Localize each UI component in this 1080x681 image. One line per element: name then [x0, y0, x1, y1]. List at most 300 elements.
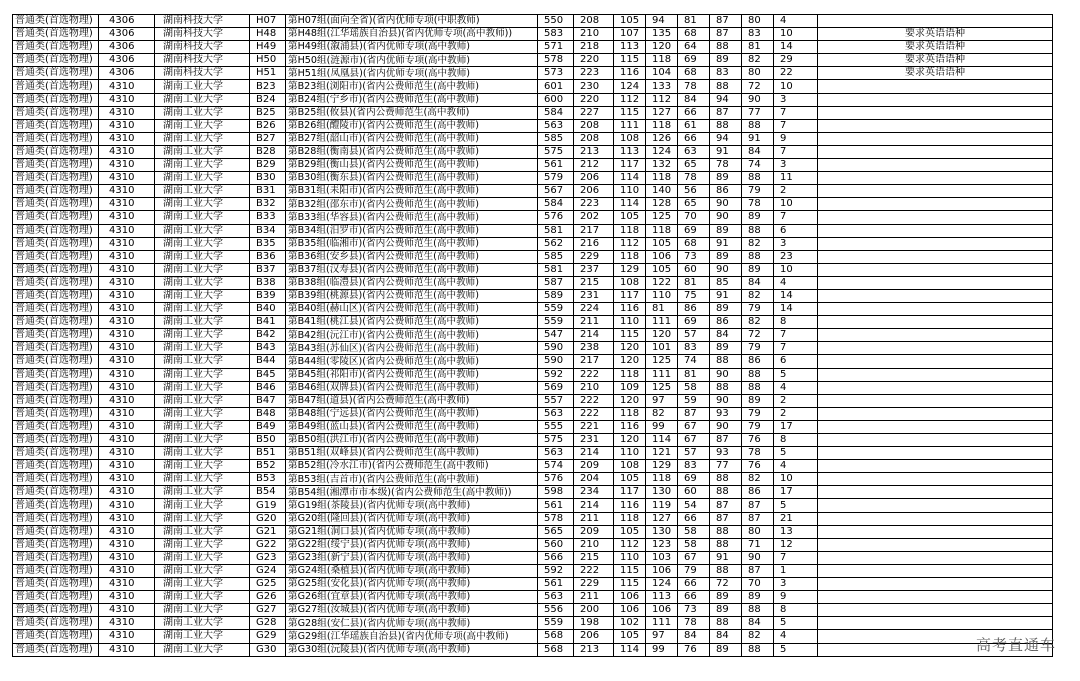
cell-score-a: 223 — [574, 198, 614, 211]
cell-school-name: 湖南工业大学 — [155, 564, 250, 577]
cell-score-f: 82 — [742, 316, 774, 329]
cell-group-code: G26 — [250, 591, 286, 604]
cell-score-b: 108 — [614, 460, 646, 473]
cell-score-b: 108 — [614, 132, 646, 145]
cell-group-name: 第G21组(洞口县)(省内优师专项(高中教师) — [286, 525, 538, 538]
cell-school-name: 湖南工业大学 — [155, 185, 250, 198]
cell-score-f: 84 — [742, 145, 774, 158]
cell-score-e: 94 — [710, 93, 742, 106]
cell-category: 普通类(首选物理) — [13, 617, 99, 630]
cell-score-d: 57 — [678, 447, 710, 460]
cell-score-f: 87 — [742, 564, 774, 577]
cell-group-code: B28 — [250, 145, 286, 158]
cell-score-e: 89 — [710, 303, 742, 316]
cell-group-code: B38 — [250, 276, 286, 289]
cell-school-name: 湖南工业大学 — [155, 263, 250, 276]
cell-score-e: 87 — [710, 28, 742, 41]
cell-total-score: 569 — [538, 381, 574, 394]
cell-remark — [818, 525, 1053, 538]
cell-remark — [818, 420, 1053, 433]
cell-group-code: G19 — [250, 499, 286, 512]
cell-remark — [818, 198, 1053, 211]
cell-score-c: 128 — [646, 198, 678, 211]
cell-school-name: 湖南科技大学 — [155, 28, 250, 41]
cell-rank-count: 6 — [774, 224, 818, 237]
cell-score-d: 78 — [678, 80, 710, 93]
cell-school-code: 4310 — [99, 237, 155, 250]
cell-group-code: B48 — [250, 407, 286, 420]
cell-score-a: 211 — [574, 512, 614, 525]
cell-school-name: 湖南工业大学 — [155, 604, 250, 617]
cell-score-a: 222 — [574, 564, 614, 577]
cell-score-b: 120 — [614, 434, 646, 447]
cell-rank-count: 4 — [774, 276, 818, 289]
cell-group-name: 第G28组(安仁县)(省内优师专项(高中教师) — [286, 617, 538, 630]
cell-group-code: B50 — [250, 434, 286, 447]
cell-group-code: B26 — [250, 119, 286, 132]
cell-score-d: 86 — [678, 303, 710, 316]
cell-score-f: 91 — [742, 132, 774, 145]
cell-score-f: 82 — [742, 237, 774, 250]
cell-group-name: 第B25组(攸县)(省内公费师范生(高中教师) — [286, 106, 538, 119]
table-row — [13, 119, 1053, 132]
cell-score-e: 88 — [710, 525, 742, 538]
cell-school-name: 湖南工业大学 — [155, 525, 250, 538]
cell-score-a: 208 — [574, 15, 614, 28]
cell-score-b: 116 — [614, 67, 646, 80]
cell-score-a: 216 — [574, 237, 614, 250]
cell-school-name: 湖南工业大学 — [155, 460, 250, 473]
cell-score-d: 76 — [678, 643, 710, 656]
cell-school-code: 4310 — [99, 381, 155, 394]
cell-score-f: 90 — [742, 551, 774, 564]
watermark-text: 高考直通车 — [975, 636, 1056, 654]
cell-category: 普通类(首选物理) — [13, 198, 99, 211]
cell-score-a: 210 — [574, 538, 614, 551]
cell-rank-count: 10 — [774, 473, 818, 486]
cell-score-c: 118 — [646, 473, 678, 486]
cell-score-e: 85 — [710, 276, 742, 289]
cell-school-code: 4306 — [99, 28, 155, 41]
cell-remark — [818, 551, 1053, 564]
cell-score-f: 89 — [742, 211, 774, 224]
cell-rank-count: 2 — [774, 407, 818, 420]
cell-group-code: B52 — [250, 460, 286, 473]
cell-rank-count: 23 — [774, 250, 818, 263]
cell-score-e: 89 — [710, 224, 742, 237]
cell-score-c: 127 — [646, 106, 678, 119]
cell-school-name: 湖南科技大学 — [155, 54, 250, 67]
cell-score-b: 110 — [614, 185, 646, 198]
cell-group-name: 第G24组(桑植县)(省内优师专项(高中教师) — [286, 564, 538, 577]
cell-group-name: 第H07组(面向全省)(省内优师专项(中职教师) — [286, 15, 538, 28]
cell-category: 普通类(首选物理) — [13, 499, 99, 512]
cell-score-e: 90 — [710, 198, 742, 211]
cell-score-f: 89 — [742, 591, 774, 604]
cell-total-score: 560 — [538, 538, 574, 551]
cell-group-name: 第G25组(安化县)(省内优师专项(高中教师) — [286, 578, 538, 591]
cell-group-code: B41 — [250, 316, 286, 329]
cell-school-name: 湖南工业大学 — [155, 316, 250, 329]
cell-remark — [818, 368, 1053, 381]
cell-group-name: 第H50组(涟源市)(省内优师专项(高中教师) — [286, 54, 538, 67]
cell-school-code: 4310 — [99, 263, 155, 276]
cell-score-d: 69 — [678, 473, 710, 486]
cell-score-e: 91 — [710, 145, 742, 158]
cell-score-c: 105 — [646, 263, 678, 276]
cell-score-c: 101 — [646, 342, 678, 355]
cell-school-name: 湖南工业大学 — [155, 447, 250, 460]
cell-total-score: 600 — [538, 93, 574, 106]
cell-score-e: 91 — [710, 237, 742, 250]
cell-school-code: 4310 — [99, 407, 155, 420]
cell-school-code: 4310 — [99, 211, 155, 224]
cell-group-name: 第B54组(湘潭市市本级)(省内公费师范生(高中教师)) — [286, 486, 538, 499]
cell-score-c: 97 — [646, 394, 678, 407]
cell-rank-count: 7 — [774, 211, 818, 224]
cell-score-d: 58 — [678, 525, 710, 538]
cell-remark — [818, 512, 1053, 525]
cell-score-d: 66 — [678, 512, 710, 525]
cell-rank-count: 5 — [774, 617, 818, 630]
cell-remark — [818, 237, 1053, 250]
cell-total-score: 568 — [538, 630, 574, 643]
cell-school-name: 湖南工业大学 — [155, 237, 250, 250]
cell-remark — [818, 303, 1053, 316]
cell-category: 普通类(首选物理) — [13, 578, 99, 591]
cell-score-f: 82 — [742, 630, 774, 643]
cell-score-a: 208 — [574, 119, 614, 132]
table-row — [13, 591, 1053, 604]
cell-group-name: 第B51组(双峰县)(省内公费师范生(高中教师) — [286, 447, 538, 460]
cell-score-c: 99 — [646, 420, 678, 433]
cell-group-code: G22 — [250, 538, 286, 551]
cell-remark — [818, 316, 1053, 329]
cell-school-name: 湖南工业大学 — [155, 538, 250, 551]
cell-category: 普通类(首选物理) — [13, 250, 99, 263]
cell-remark — [818, 119, 1053, 132]
cell-group-code: B31 — [250, 185, 286, 198]
cell-rank-count: 7 — [774, 329, 818, 342]
cell-score-f: 82 — [742, 473, 774, 486]
cell-category: 普通类(首选物理) — [13, 15, 99, 28]
cell-school-code: 4310 — [99, 329, 155, 342]
cell-score-e: 88 — [710, 355, 742, 368]
table-row — [13, 250, 1053, 263]
cell-score-a: 211 — [574, 591, 614, 604]
cell-group-name: 第B44组(零陵区)(省内公费师范生(高中教师) — [286, 355, 538, 368]
cell-score-a: 222 — [574, 394, 614, 407]
cell-group-code: B45 — [250, 368, 286, 381]
cell-school-name: 湖南工业大学 — [155, 381, 250, 394]
cell-rank-count: 13 — [774, 525, 818, 538]
cell-school-name: 湖南工业大学 — [155, 617, 250, 630]
cell-score-d: 66 — [678, 106, 710, 119]
cell-school-code: 4310 — [99, 224, 155, 237]
cell-score-b: 118 — [614, 224, 646, 237]
cell-school-name: 湖南工业大学 — [155, 106, 250, 119]
cell-group-name: 第B32组(邵东市)(省内公费师范生(高中教师) — [286, 198, 538, 211]
table-row — [13, 159, 1053, 172]
cell-total-score: 559 — [538, 617, 574, 630]
cell-remark — [818, 617, 1053, 630]
cell-group-name: 第B47组(道县)(省内公费师范生(高中教师) — [286, 394, 538, 407]
cell-score-e: 87 — [710, 106, 742, 119]
cell-category: 普通类(首选物理) — [13, 342, 99, 355]
cell-total-score: 601 — [538, 80, 574, 93]
cell-school-code: 4310 — [99, 250, 155, 263]
cell-category: 普通类(首选物理) — [13, 525, 99, 538]
cell-score-f: 82 — [742, 54, 774, 67]
cell-total-score: 592 — [538, 564, 574, 577]
table-row — [13, 460, 1053, 473]
cell-score-e: 89 — [710, 643, 742, 656]
cell-score-c: 130 — [646, 525, 678, 538]
cell-total-score: 581 — [538, 263, 574, 276]
cell-score-f: 83 — [742, 28, 774, 41]
cell-score-b: 112 — [614, 93, 646, 106]
cell-rank-count: 7 — [774, 145, 818, 158]
cell-score-f: 78 — [742, 447, 774, 460]
cell-score-d: 75 — [678, 289, 710, 302]
cell-category: 普通类(首选物理) — [13, 368, 99, 381]
cell-rank-count: 2 — [774, 394, 818, 407]
cell-score-d: 65 — [678, 198, 710, 211]
cell-total-score: 561 — [538, 499, 574, 512]
cell-rank-count: 4 — [774, 460, 818, 473]
cell-score-a: 208 — [574, 132, 614, 145]
cell-score-c: 94 — [646, 15, 678, 28]
cell-score-f: 80 — [742, 67, 774, 80]
cell-score-f: 79 — [742, 185, 774, 198]
cell-school-name: 湖南工业大学 — [155, 486, 250, 499]
cell-school-name: 湖南工业大学 — [155, 434, 250, 447]
cell-score-c: 114 — [646, 434, 678, 447]
cell-score-f: 76 — [742, 460, 774, 473]
cell-score-c: 113 — [646, 591, 678, 604]
cell-school-code: 4306 — [99, 54, 155, 67]
cell-group-name: 第B34组(汨罗市)(省内公费师范生(高中教师) — [286, 224, 538, 237]
cell-score-b: 116 — [614, 303, 646, 316]
cell-rank-count: 29 — [774, 54, 818, 67]
cell-rank-count: 2 — [774, 185, 818, 198]
cell-category: 普通类(首选物理) — [13, 604, 99, 617]
cell-school-name: 湖南工业大学 — [155, 172, 250, 185]
cell-school-code: 4310 — [99, 355, 155, 368]
cell-category: 普通类(首选物理) — [13, 132, 99, 145]
cell-group-code: B42 — [250, 329, 286, 342]
cell-score-d: 68 — [678, 237, 710, 250]
cell-score-c: 125 — [646, 211, 678, 224]
cell-group-name: 第B31组(耒阳市)(省内公费师范生(高中教师) — [286, 185, 538, 198]
cell-score-f: 88 — [742, 381, 774, 394]
cell-score-b: 102 — [614, 617, 646, 630]
cell-rank-count: 7 — [774, 551, 818, 564]
cell-score-b: 118 — [614, 407, 646, 420]
cell-remark — [818, 434, 1053, 447]
cell-school-code: 4310 — [99, 119, 155, 132]
cell-score-f: 72 — [742, 329, 774, 342]
table-row — [13, 381, 1053, 394]
cell-score-b: 115 — [614, 54, 646, 67]
cell-school-code: 4310 — [99, 434, 155, 447]
cell-score-a: 213 — [574, 145, 614, 158]
cell-group-name: 第G29组(江华瑶族自治县)(省内优师专项(高中教师) — [286, 630, 538, 643]
cell-score-d: 70 — [678, 211, 710, 224]
cell-score-e: 83 — [710, 67, 742, 80]
cell-score-c: 99 — [646, 643, 678, 656]
cell-score-e: 87 — [710, 499, 742, 512]
cell-group-code: B30 — [250, 172, 286, 185]
cell-group-code: B53 — [250, 473, 286, 486]
cell-rank-count: 8 — [774, 434, 818, 447]
cell-remark — [818, 276, 1053, 289]
cell-score-f: 89 — [742, 263, 774, 276]
cell-remark — [818, 145, 1053, 158]
cell-score-b: 110 — [614, 447, 646, 460]
cell-school-code: 4310 — [99, 447, 155, 460]
cell-score-e: 88 — [710, 381, 742, 394]
cell-total-score: 590 — [538, 342, 574, 355]
cell-school-code: 4310 — [99, 80, 155, 93]
cell-score-f: 71 — [742, 538, 774, 551]
cell-total-score: 559 — [538, 316, 574, 329]
cell-group-name: 第B52组(冷水江市)(省内公费师范生(高中教师) — [286, 460, 538, 473]
cell-group-code: B46 — [250, 381, 286, 394]
cell-score-d: 59 — [678, 394, 710, 407]
cell-remark — [818, 538, 1053, 551]
cell-score-b: 129 — [614, 263, 646, 276]
cell-score-d: 78 — [678, 617, 710, 630]
cell-score-e: 90 — [710, 211, 742, 224]
cell-rank-count: 11 — [774, 172, 818, 185]
cell-school-name: 湖南工业大学 — [155, 198, 250, 211]
cell-total-score: 587 — [538, 276, 574, 289]
cell-score-a: 221 — [574, 420, 614, 433]
cell-category: 普通类(首选物理) — [13, 460, 99, 473]
cell-score-e: 88 — [710, 41, 742, 54]
cell-score-b: 105 — [614, 473, 646, 486]
cell-score-b: 124 — [614, 80, 646, 93]
cell-school-code: 4310 — [99, 93, 155, 106]
cell-score-c: 118 — [646, 172, 678, 185]
cell-school-code: 4310 — [99, 342, 155, 355]
cell-score-c: 130 — [646, 486, 678, 499]
cell-rank-count: 8 — [774, 604, 818, 617]
cell-category: 普通类(首选物理) — [13, 473, 99, 486]
cell-group-name: 第B23组(浏阳市)(省内公费师范生(高中教师) — [286, 80, 538, 93]
cell-category: 普通类(首选物理) — [13, 211, 99, 224]
cell-group-name: 第B24组(宁乡市)(省内公费师范生(高中教师) — [286, 93, 538, 106]
cell-remark — [818, 486, 1053, 499]
cell-group-code: B37 — [250, 263, 286, 276]
table-row — [13, 106, 1053, 119]
cell-score-f: 88 — [742, 224, 774, 237]
cell-group-code: G27 — [250, 604, 286, 617]
cell-score-e: 87 — [710, 434, 742, 447]
cell-score-d: 73 — [678, 604, 710, 617]
cell-score-c: 122 — [646, 276, 678, 289]
cell-total-score: 585 — [538, 132, 574, 145]
table-row — [13, 512, 1053, 525]
cell-category: 普通类(首选物理) — [13, 630, 99, 643]
cell-rank-count: 3 — [774, 159, 818, 172]
cell-school-name: 湖南科技大学 — [155, 67, 250, 80]
cell-group-name: 第B41组(桃江县)(省内公费师范生(高中教师) — [286, 316, 538, 329]
cell-remark — [818, 394, 1053, 407]
table-row — [13, 224, 1053, 237]
cell-remark — [818, 564, 1053, 577]
cell-score-f: 87 — [742, 512, 774, 525]
cell-score-a: 222 — [574, 368, 614, 381]
cell-group-name: 第B50组(洪江市)(省内公费师范生(高中教师) — [286, 434, 538, 447]
cell-group-code: B34 — [250, 224, 286, 237]
cell-score-b: 111 — [614, 119, 646, 132]
cell-group-name: 第B39组(桃源县)(省内公费师范生(高中教师) — [286, 289, 538, 302]
cell-score-d: 84 — [678, 630, 710, 643]
cell-score-a: 210 — [574, 381, 614, 394]
cell-category: 普通类(首选物理) — [13, 93, 99, 106]
cell-rank-count: 10 — [774, 198, 818, 211]
cell-total-score: 578 — [538, 54, 574, 67]
cell-score-b: 117 — [614, 289, 646, 302]
cell-score-b: 117 — [614, 486, 646, 499]
cell-score-d: 83 — [678, 460, 710, 473]
cell-group-name: 第B53组(吉首市)(省内公费师范生(高中教师) — [286, 473, 538, 486]
cell-score-e: 89 — [710, 54, 742, 67]
cell-score-f: 80 — [742, 525, 774, 538]
cell-remark — [818, 132, 1053, 145]
cell-remark — [818, 106, 1053, 119]
cell-rank-count: 9 — [774, 132, 818, 145]
cell-score-d: 81 — [678, 368, 710, 381]
cell-group-name: 第B42组(沅江市)(省内公费师范生(高中教师) — [286, 329, 538, 342]
cell-remark — [818, 407, 1053, 420]
cell-school-code: 4310 — [99, 106, 155, 119]
cell-remark — [818, 578, 1053, 591]
cell-score-c: 133 — [646, 80, 678, 93]
cell-score-d: 67 — [678, 551, 710, 564]
cell-total-score: 563 — [538, 119, 574, 132]
cell-category: 普通类(首选物理) — [13, 237, 99, 250]
cell-category: 普通类(首选物理) — [13, 54, 99, 67]
cell-school-name: 湖南工业大学 — [155, 551, 250, 564]
cell-score-e: 89 — [710, 604, 742, 617]
cell-score-d: 61 — [678, 119, 710, 132]
cell-school-code: 4310 — [99, 185, 155, 198]
cell-school-name: 湖南工业大学 — [155, 250, 250, 263]
table-row — [13, 15, 1053, 28]
cell-score-e: 89 — [710, 591, 742, 604]
cell-score-a: 214 — [574, 499, 614, 512]
cell-total-score: 561 — [538, 159, 574, 172]
cell-school-name: 湖南工业大学 — [155, 145, 250, 158]
cell-score-b: 118 — [614, 250, 646, 263]
cell-total-score: 585 — [538, 250, 574, 263]
cell-category: 普通类(首选物理) — [13, 551, 99, 564]
cell-score-a: 238 — [574, 342, 614, 355]
cell-category: 普通类(首选物理) — [13, 224, 99, 237]
cell-total-score: 584 — [538, 106, 574, 119]
cell-rank-count: 10 — [774, 28, 818, 41]
cell-remark — [818, 473, 1053, 486]
cell-score-a: 217 — [574, 355, 614, 368]
cell-total-score: 565 — [538, 525, 574, 538]
cell-score-c: 118 — [646, 224, 678, 237]
cell-score-a: 217 — [574, 224, 614, 237]
cell-score-d: 67 — [678, 434, 710, 447]
table-row — [13, 211, 1053, 224]
